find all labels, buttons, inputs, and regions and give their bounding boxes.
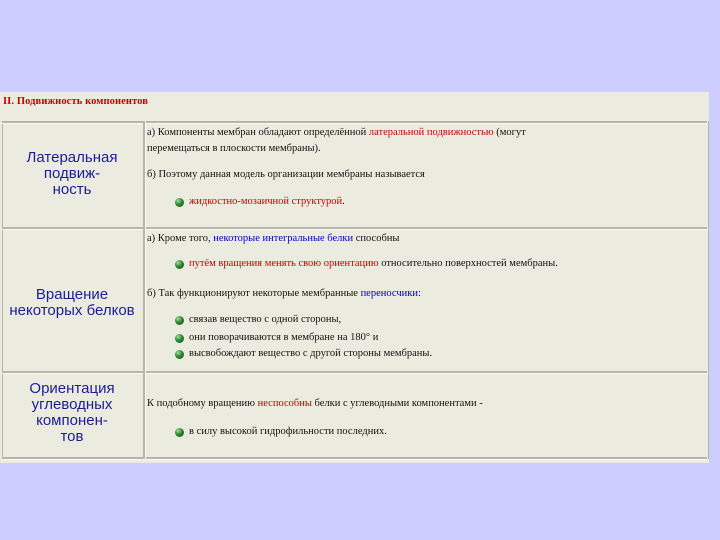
row-label-line: некоторых белков: [9, 302, 135, 319]
row-label-line: углеводных: [31, 396, 113, 413]
row1-point-a: [147, 127, 526, 138]
text: К подобному вращению: [147, 398, 258, 409]
text: б) Так функционируют некоторые мембранные: [147, 288, 361, 299]
row2-bullet-3: высвобождают вещество с другой стороны мембраны.: [189, 348, 433, 359]
row-label-line: подвиж-: [43, 165, 101, 182]
highlight-text: неспособны: [257, 398, 312, 409]
table-divider: [2, 457, 707, 460]
highlight-text: путём вращения менять свою ориентацию: [189, 258, 379, 269]
row-label-line: Латеральная: [26, 149, 118, 166]
green-ball-icon: [175, 316, 184, 325]
row1-point-b: б) Поэтому данная модель организации мембраны называется: [147, 169, 425, 180]
row2-point-b: [147, 288, 421, 299]
text: (могут: [493, 127, 526, 138]
green-ball-icon: [175, 428, 184, 437]
row2-bullet-2: они поворачиваются в мембране на 180° и: [189, 332, 379, 343]
green-ball-icon: [175, 350, 184, 359]
row3-bullet: в силу высокой гидрофильности последних.: [189, 426, 387, 437]
green-ball-icon: [175, 198, 184, 207]
row1-point-a-cont: перемещаться в плоскости мембраны).: [147, 143, 321, 154]
highlight-text: латеральной подвижностью: [368, 127, 494, 138]
highlight-text: жидкостно-мозаичной структурой: [189, 196, 343, 207]
row-label-line: тов: [60, 428, 84, 445]
text: :: [417, 288, 421, 299]
row-label-line: Вращение: [35, 286, 109, 303]
text: а) Кроме того,: [147, 233, 214, 244]
text: относительно поверхностей мембраны.: [378, 258, 558, 269]
table-divider: [2, 121, 707, 124]
row-label-line: компонен-: [36, 412, 108, 429]
row-label-line: Ориентация: [29, 380, 115, 397]
text: а) Компоненты мембран обладают определённой: [147, 127, 369, 138]
row-label-carbohydrate-orientation: [2, 381, 142, 445]
highlight-text: некоторые интегральные белки: [213, 233, 354, 244]
row-label-lateral-mobility: [2, 150, 142, 198]
row2-bullet-rotation: [189, 258, 558, 269]
row-label-line: ность: [52, 181, 92, 198]
row2-bullet-1: связав вещество с одной стороны,: [189, 314, 342, 325]
section-heading: II. Подвижность компонентов: [3, 96, 149, 107]
text: белки с углеводными компонентами -: [311, 398, 483, 409]
row-label-protein-rotation: [2, 287, 142, 319]
column-divider: [143, 121, 146, 459]
row3-line: [147, 398, 483, 409]
green-ball-icon: [175, 334, 184, 343]
row2-point-a: [147, 233, 399, 244]
highlight-text: переносчики: [360, 288, 418, 299]
row1-bullet: [189, 196, 345, 207]
table-divider: [2, 227, 707, 230]
text: способны: [353, 233, 400, 244]
green-ball-icon: [175, 260, 184, 269]
text: .: [342, 196, 345, 207]
table-divider: [2, 371, 707, 374]
